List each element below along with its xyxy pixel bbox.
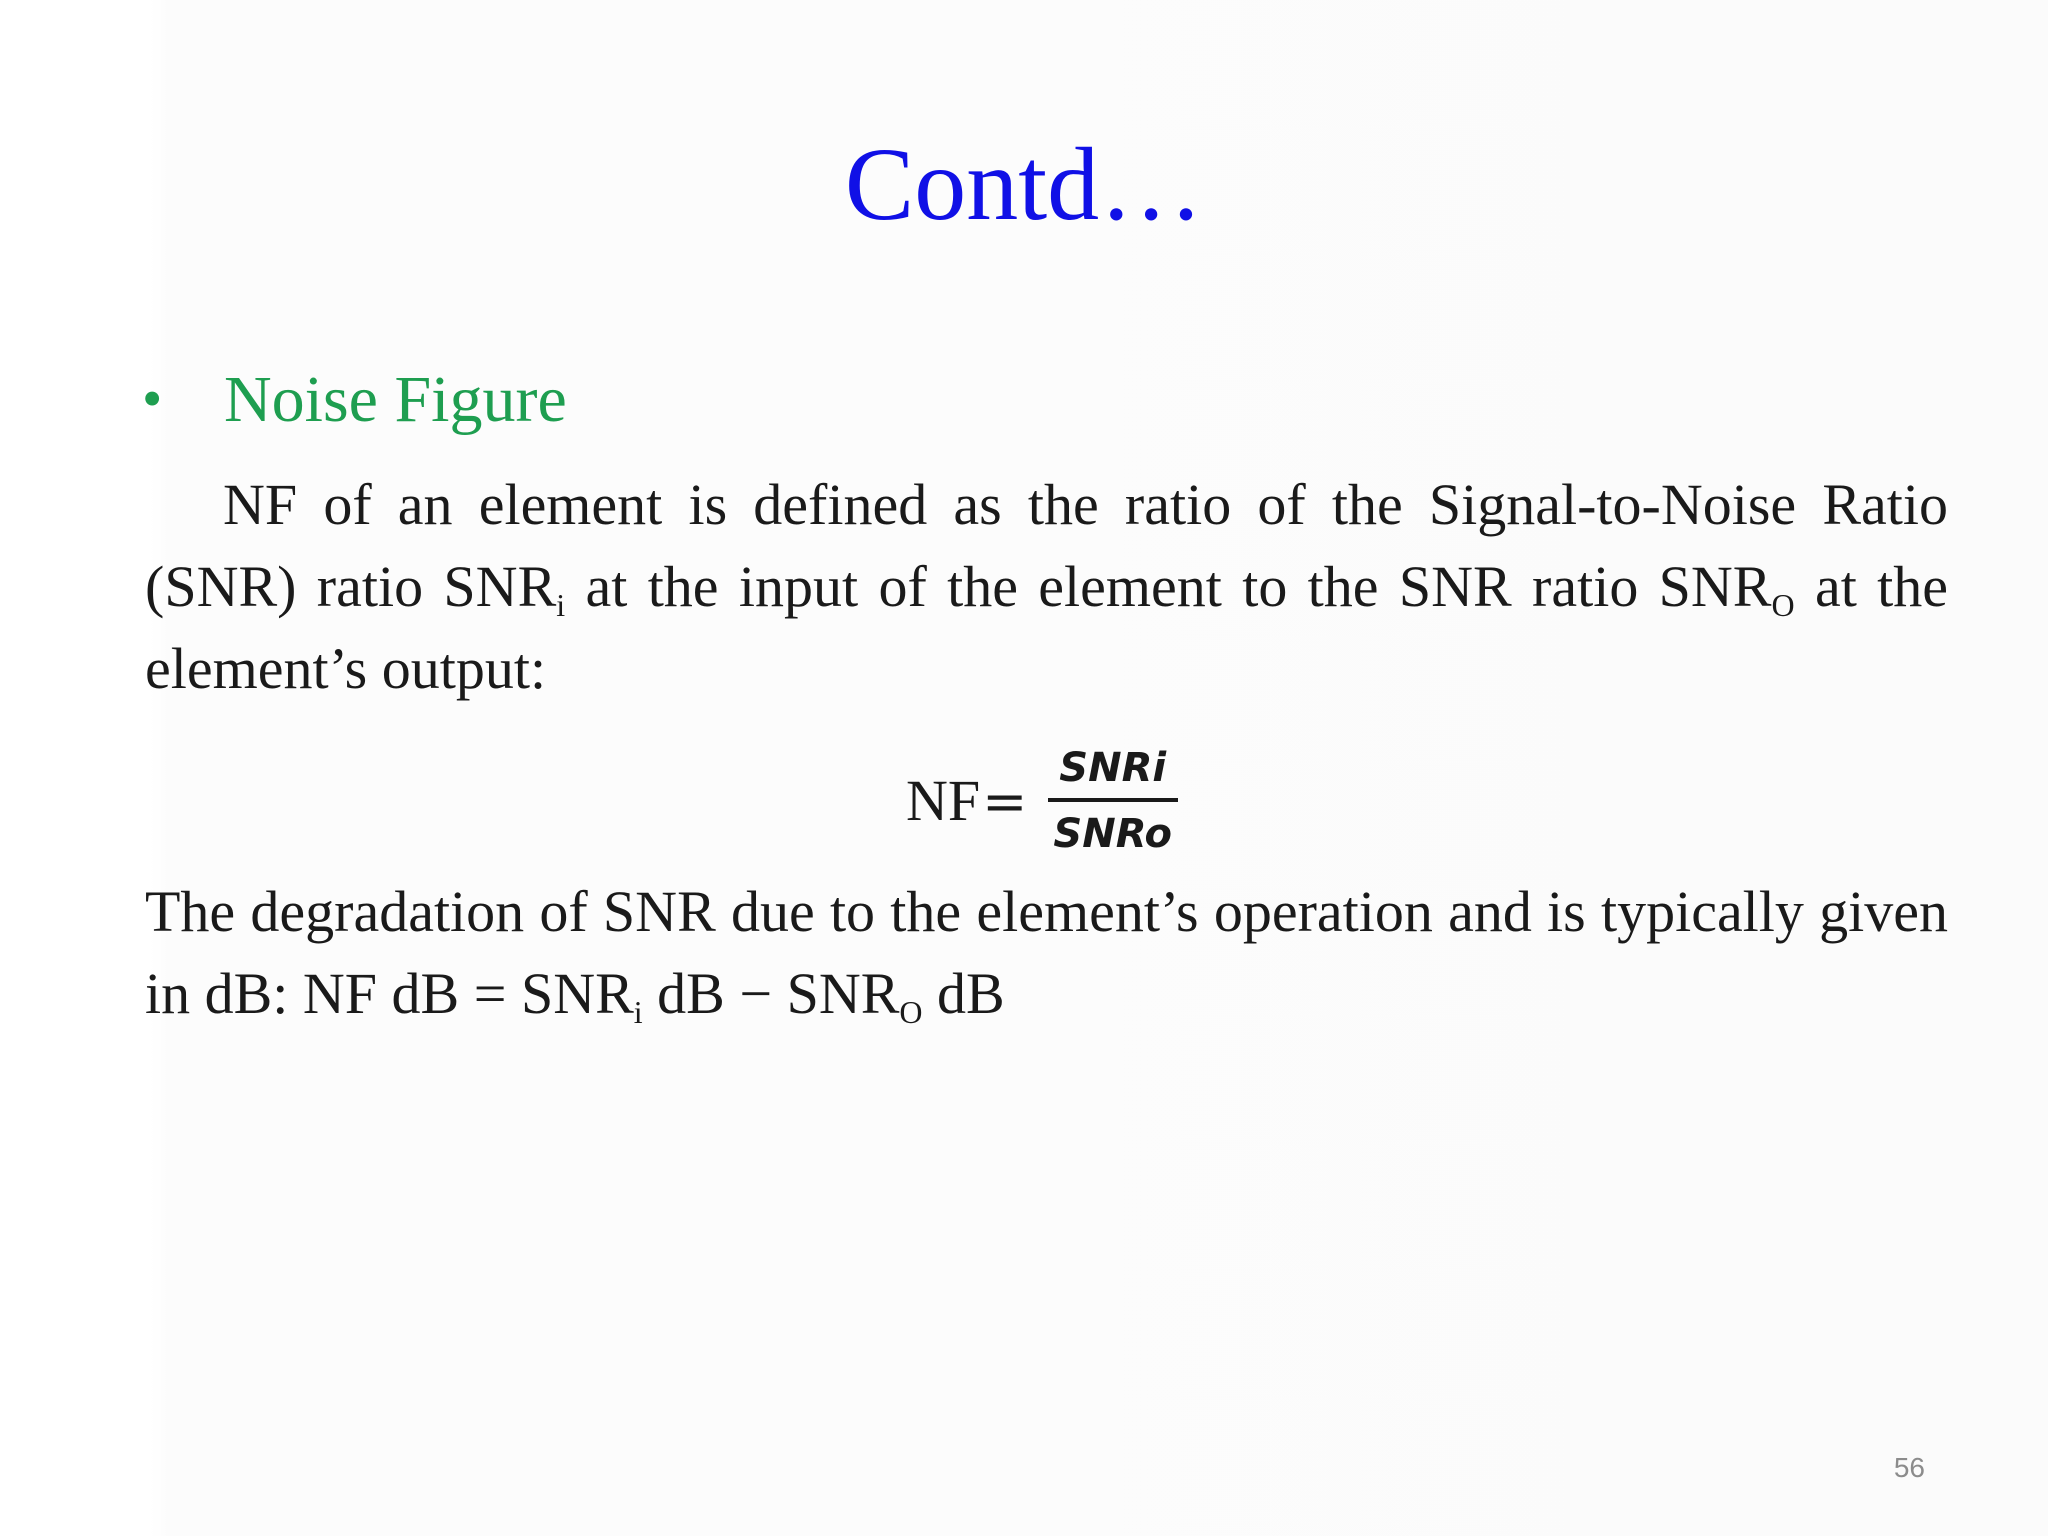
bullet-item-noise-figure bbox=[142, 360, 567, 439]
bullet-marker: • bbox=[142, 366, 163, 431]
equation-fraction bbox=[1045, 745, 1180, 857]
snr-input-subscript: i bbox=[556, 587, 566, 623]
snr-output-subscript: O bbox=[1771, 587, 1795, 623]
degradation-text-1: The degradation of SNR due to the element’s operation and is typically given in dB: NF dB = SNR bbox=[145, 879, 1948, 1026]
definition-text-3: at the element’s output: bbox=[145, 554, 1949, 701]
snr-output-db-subscript: O bbox=[899, 994, 923, 1030]
equation-lhs: NF bbox=[906, 768, 981, 833]
equation-equals-sign: = bbox=[982, 769, 1028, 833]
degradation-paragraph bbox=[145, 871, 1948, 1035]
fraction-numerator: SNRi bbox=[1059, 745, 1167, 791]
bullet-heading: Noise Figure bbox=[224, 363, 567, 436]
slide-title: Contd… bbox=[844, 127, 1204, 242]
snr-input-db-subscript: i bbox=[633, 994, 643, 1030]
degradation-text-3: dB bbox=[922, 961, 1005, 1026]
page-number: 56 bbox=[1893, 1452, 1925, 1483]
definition-text-2: at the input of the element to the SNR ratio SNR bbox=[565, 554, 1772, 619]
degradation-text-2: dB − SNR bbox=[642, 961, 900, 1026]
noise-figure-equation bbox=[906, 736, 1180, 866]
definition-text-1: NF of an element is defined as the ratio of the Signal-to-Noise Ratio (SNR) ratio SNR bbox=[145, 472, 1948, 619]
fraction-denominator: SNRo bbox=[1053, 811, 1172, 857]
definition-paragraph bbox=[145, 464, 1948, 710]
